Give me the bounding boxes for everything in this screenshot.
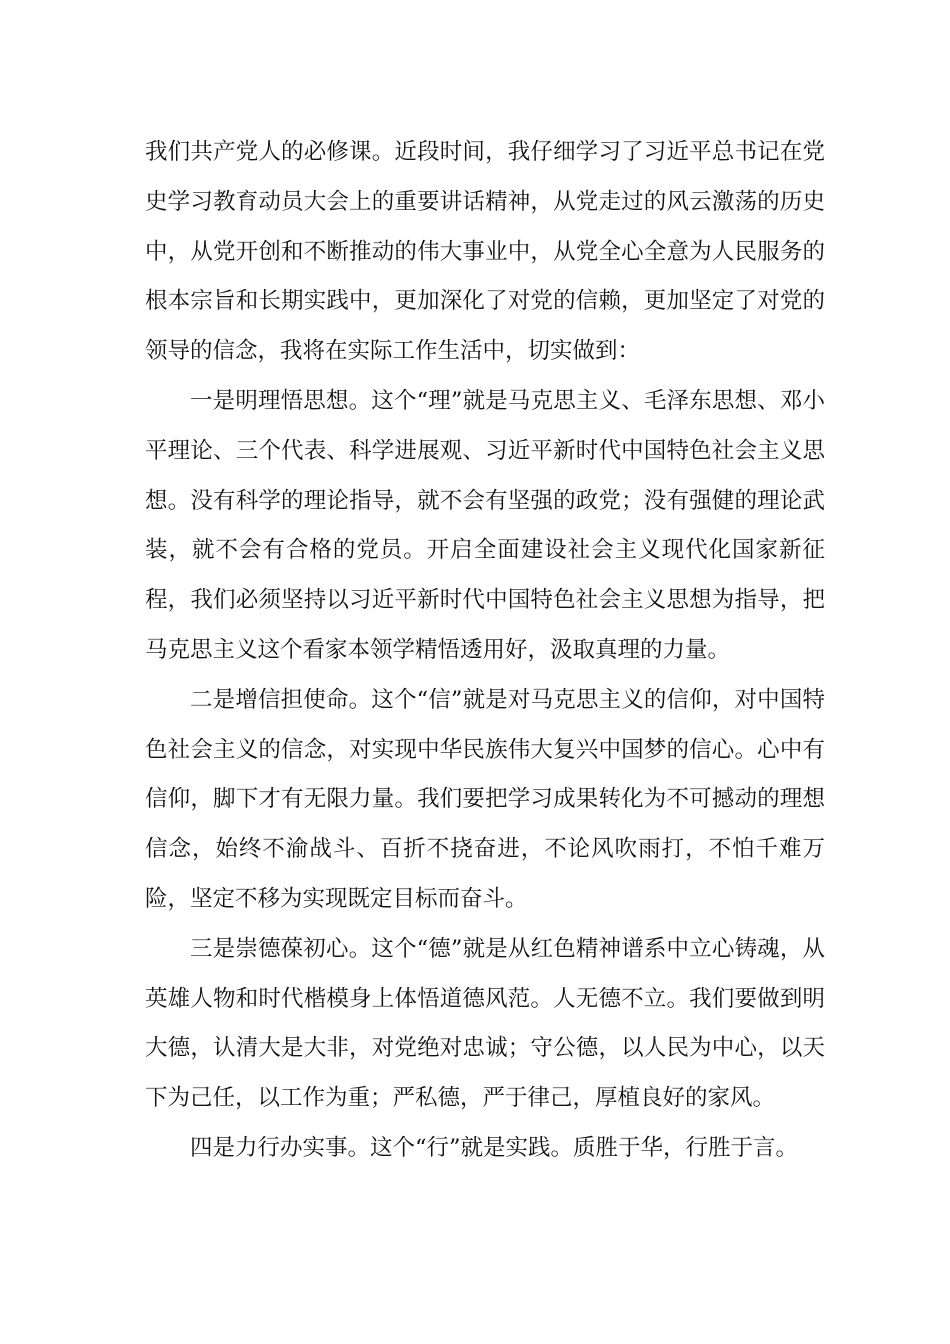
paragraph-intro: 我们共产党人的必修课。近段时间，我仔细学习了习近平总书记在党史学习教育动员大会上的重要讲话精神，从党走过的风云激荡的历史中，从党开创和不断推动的伟大事业中，从党全心全意为人民服务的根本宗旨和长期实践中，更加深化了对党的信赖，更加坚定了对党的领导的信念，我将在实际工作生活中，切实做到： [145, 139, 825, 365]
paragraph-point-one: 一是明理悟思想。这个“理”就是马克思主义、毛泽东思想、邓小平理论、三个代表、科学进展观、习近平新时代中国特色社会主义思想。没有科学的理论指导，就不会有坚强的政党；没有强健的理论武装，就不会有合格的党员。开启全面建设社会主义现代化国家新征程，我们必须坚持以习近平新时代中国特色社会主义思想为指导，把马克思主义这个看家本领学精悟透用好，汲取真理的力量。 [145, 387, 825, 663]
paragraph-point-three: 三是崇德葆初心。这个“德”就是从红色精神谱系中立心铸魂，从英雄人物和时代楷模身上体悟道德风范。人无德不立。我们要做到明大德，认清大是大非，对党绝对忠诚；守公德，以人民为中心，以天下为己任，以工作为重；严私德，严于律己，厚植良好的家风。 [145, 935, 825, 1112]
document-body [145, 128, 825, 1174]
paragraph-point-four: 四是力行办实事。这个“行”就是实践。质胜于华，行胜于言。 [190, 1134, 799, 1161]
paragraph-point-two: 二是增信担使命。这个“信”就是对马克思主义的信仰，对中国特色社会主义的信念，对实现中华民族伟大复兴中国梦的信心。心中有信仰，脚下才有无限力量。我们要把学习成果转化为不可撼动的理想信念，始终不渝战斗、百折不挠奋进，不论风吹雨打，不怕千难万险，坚定不移为实现既定目标而奋斗。 [145, 686, 825, 912]
